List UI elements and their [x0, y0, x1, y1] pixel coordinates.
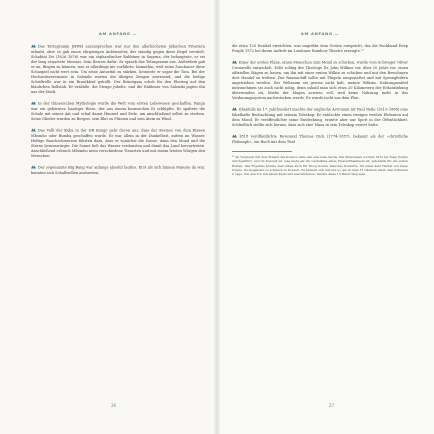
right-paragraph-1-text: die etwa 120 Dezibel erreichten, was ungefähr dem Getöse entspricht, das die Rockband Deep Purple 1972 bei ihrem Auftritt im Londoner Rainbow Theatre erzeugte.¹³: [232, 44, 408, 54]
book-glyph-icon: [31, 165, 36, 169]
book-glyph-icon: [232, 107, 237, 111]
right-paragraph-2-text: Einer der ersten Pläne, einen Menschen zum Mond zu schicken, wurde vom Schwager Oliver Cromwells entwickelt. 1640 schlug der Theologe Dr. John Wilkins vor, über 20 Jahre vor, einen offiziellen Wagen zu bauen, um ihn mit einer ersten Wilkin zu schicken und mit den Bewohnern dort Handel zu treiben. Das Raumschiff sollte mit Flügeln ausgestattet und mit Sprungfedern angetrieben werden. Der Weltraum sei gewiss nicht kalt, meinte Wilkins. Nahrungsmittel mitzunehmen sei auch nicht nötig, denn sobald man sich etwa 20 Kilometern der Erdanziehung überwunden sei, bliebe der Magen sowieso voll, weil keine Nahrung mehr in das Verdauungssystem nachrutschen werde. Es wurde nicht aus dem Plan.: [232, 60, 408, 101]
book-glyph-icon: [232, 134, 237, 138]
book-glyph-icon: [232, 60, 237, 64]
left-paragraph-2: [31, 101, 205, 122]
right-paragraph-2: [232, 60, 408, 101]
left-paragraph-1: [31, 44, 205, 95]
right-paragraph-4-text: 1818 veröffentlichte Reverend Thomas Dick (1774–1857), bekannt als der »christliche Philosoph«, ein Buch mit dem Titel: [232, 135, 408, 145]
right-paragraph-3: [232, 107, 408, 128]
left-paragraph-3-text: Das Volk der Kuba in der DR Kongo geht davon aus, dass der Kosmos von dem Riesen Mbombo oder Bumba geschaffen wurde. Er war allein in der Dunkelheit, mitten im Wasser. Heftige Bauchschmerzen führten dazu, dass er zunächst die Sonne, dann den Mond und die Sterne herauswürgte. Die Sonne ließ das Wasser verdunsten und damit das Land hervortreten. Anschließend erbrach Mbombo neun verschiedene Tierarten und mit einem letzten Würgen den Menschen.: [31, 128, 205, 159]
running-head-right: AM ANFANG …: [300, 31, 340, 36]
book-glyph-icon: [31, 128, 36, 132]
right-paragraph-1: [232, 44, 408, 54]
footnote: ¹³ Im Vergleich mit dem Roland des Kosmos wäre das eine leise Sache. Die Messungen wurden 1972 bei Deep Purple durchgeführt, und im Konzert ist, was mehr als die Lautstärke eines Presslufthammers ist, jedenfalls für die ersten Reihen. Das Ergebnis könnte man allein auch für Moog-Sound, manches Konzerte, für einen kein Herbst von Deep Purple. Im Gegensatz zu schwach zu Konzert. Es handelt sich mit nur so, als ob man 13 Oktaven unter dem mittleren C sage. Um den Ton mit einem Keyboard auszudrücken, müsste diese 15 Meter lang sein.: [232, 155, 408, 176]
left-paragraph-4: [31, 165, 205, 176]
book-glyph-icon: [31, 101, 36, 105]
running-head-left: AM ANFANG …: [98, 31, 138, 36]
left-paragraph-3: [31, 128, 205, 159]
page-number-left: 26: [111, 403, 117, 408]
footnote-divider: [232, 151, 292, 152]
right-page: [217, 0, 434, 434]
page-number-right: 27: [329, 403, 335, 408]
left-paragraph-2-text: In der chinesischen Mythologie wurde die Welt vom ersten Lebewesen geschaffen. Pangu war ein gehörnter, haariger Riese, der aus einem kosmischen Ei schlüpfte. Er spaltete die Schale mit seiner Axt und schuf damit Himmel und Erde, um anschließend selbst zu sterben. Seine Glieder wurden zu Bergen, sein Blut zu Flüssen und sein Atem zu Wind.: [31, 101, 205, 122]
left-paragraph-4-text: Der sogenannte Big Bang war anfangs absolut lautlos. Erst als sich binnen Materie da war, konnten sich Schallwellen ausbreiten,: [31, 165, 205, 175]
right-paragraph-4: [232, 134, 408, 145]
left-paragraph-1-text: Das Tetragramm JHWH auszusprechen war nur den allerhöchsten jüdischen Priestern erlaubt, aber es gab einen ehrgeizigen Außenseiter, der ständig gegen diese Regel verstieß: Schabtai Zvi (1626–1676) war ein sephardischer Rabbiner in Smyrna, der behauptete, er sei der lang erwartete Messias. Sein Beweis dafür: Er sprach das Tetragramm aus. Außerdem gab er an, fliegen zu können, was er allerdings nie vorführte. Immerhin, weil seine Zuschauer diese Schaupiel nicht wert sein. Um seine Autorität zu stärken, heiratete er sogar die Tora. Bei der Hochzeitszeremonie in Saloniki warten die übrigen Zeugen anwesend, und die heilige Schriftrolle war in ein Brautkleid gehüllt. Der Bräutigam schob für den Ehering auf den bläulichen Rollstab. Er erzählte, die Menge jubelte, und die Rabbiner von Saloniki jagten ihn aus der Stadt.: [31, 44, 205, 95]
right-paragraph-3-text: Ebenfalls im 17. Jahrhundert machte der englische Astronom Sir Paul Neile (1613–1686) eine fabelhafte Beobachtung mit seinem Teleskop: Er entdeckte einen riesigen weißen Elefanten auf dem Mond. Er veröffentlichte seine Entdeckung, erntete aber nur Spott in der Öffentlichkeit. Schließlich stellte sich heraus, dass sich eine Maus in sein Teleskop verirrt hatte.: [232, 108, 408, 128]
book-glyph-icon: [31, 44, 36, 48]
